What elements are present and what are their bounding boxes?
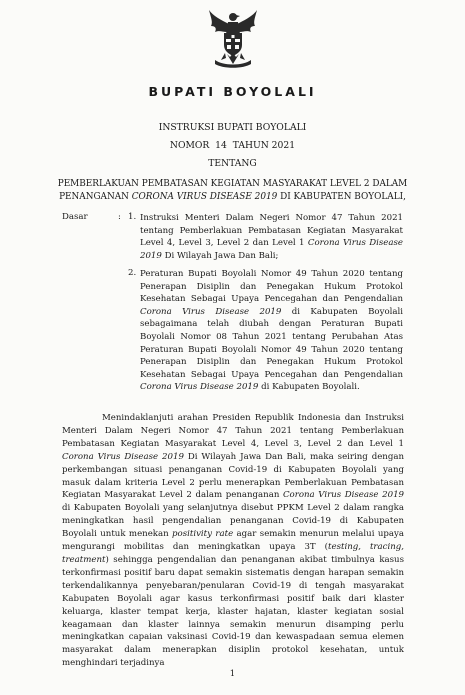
dasar-item-text: Peraturan Bupati Boyolali Nomor 49 Tahun 2020 tentang Penerapan Disiplin dan Penegakan Hukum Protokol Kesehatan Sebagai Upaya Pencegahan dan Pengendalian [140,269,403,305]
dasar-item-2 [140,268,403,394]
garuda-emblem-icon [207,8,259,70]
body-text: Di Wilayah Jawa Dan Bali, maka seiring dengan perkembangan situasi penanganan Covid-19 di Kabupaten Boyolali yang masuk dalam kriteria Level 2 perlu menerapkan Pemberlakuan Pembatasan Kegiatan Masyarakat Level 2 dalam penanganan [62,451,404,501]
instruction-title: INSTRUKSI BUPATI BOYOLALI [158,122,307,133]
dasar-item-text: Instruksi Menteri Dalam Negeri Nomor 47 Tahun 2021 tentang Pemberlakuan Pembatasan Kegiatan Masyarakat Level 4, Level 3, Level 2 dan Level 1 [140,213,403,249]
subject-line-2 [0,191,465,204]
dasar-label: Dasar [62,212,88,222]
subject-text: PENANGANAN [59,192,132,202]
dasar-item-1 [140,212,403,262]
instruction-number: NOMOR 14 TAHUN 2021 [169,140,296,151]
body-text: ) sehingga pengendalian dan penanganan akibat timbulnya kasus terkonfirmasi positif baru dapat semakin sistematis dengan harapan semakin terkendalikannya penyebaran/penularan Covid-19 di tengah masyarakat Kabupaten Boyolali agar kasus terkonfirmasi positif baik dari klaster keluarga, klaster tempat kerja, klaster hajatan, klaster kegiatan sosial keagamaan dan klaster lainnya semakin menurun disamping perlu meningkatkan capaian vaksinasi Covid-19 dan kewaspadaan semua elemen masyarakat dalam menerapkan disiplin protokol kesehatan, untuk menghindari terjadinya [62,554,404,669]
body-text: agar semakin menurun melalui upaya mengurangi mobilitas dan meningkatkan upaya 3T ( [62,529,404,553]
dasar-item-text: Di Wilayah Jawa Dan Bali; [161,250,279,261]
body-italic: Corona Virus Disease 2019 [62,451,184,462]
instruction-about: TENTANG [208,158,257,169]
dasar-item-number: 1. [128,212,137,222]
body-italic: testing, tracing, treatment [62,542,404,565]
dasar-item-text: di Kabupaten Boyolali. [258,382,360,393]
dasar-item-italic: Corona Virus Disease 2019 [140,382,259,393]
dasar-item-italic: Corona Virus Disease 2019 [140,306,282,317]
subject-line-1: PEMBERLAKUAN PEMBATASAN KEGIATAN MASYARAKAT LEVEL 2 DALAM [57,179,408,189]
dasar-colon: : [118,212,121,222]
body-text: di Kabupaten Boyolali yang selanjutnya disebut PPKM Level 2 dalam rangka meningkatkan hasil pengendalian penanganan Covid-19 di Kabupaten Boyolali untuk menekan [62,503,404,540]
body-italic: Corona Virus Disease 2019 [282,490,405,501]
page-number: 1 [229,669,236,679]
body-italic: positivity rate [172,529,234,540]
body-paragraph [62,412,404,670]
body-text: Menindaklanjuti arahan Presiden Republik Indonesia dan Instruksi Menteri Dalam Negeri Nomor 47 Tahun 2021 tentang Pemberlakuan Pembatasan Kegiatan Masyarakat Level 4, Level 3, Level 2 dan Level 1 [62,413,404,449]
dasar-item-text: di Kabupaten Boyolali sebagaimana telah diubah dengan Peraturan Bupati Boyolali Nomor 08 Tahun 2021 tentang Perubahan Atas Peraturan Bupati Boyolali Nomor 49 Tahun 2020 tentang Penerapan Disiplin dan Penegakan Hukum Protokol Kesehatan Sebagai Upaya Pencegahan dan Pengendalian [140,306,403,380]
instruction-subject [0,178,465,204]
dasar-item-italic: Corona Virus Disease 2019 [140,238,403,261]
issuer-title: BUPATI BOYOLALI [148,84,317,99]
subject-italic-text: CORONA VIRUS DISEASE 2019 [131,192,278,202]
dasar-item-number: 2. [128,268,137,278]
subject-text-end: DI KABUPATEN BOYOLALI, [277,192,406,202]
